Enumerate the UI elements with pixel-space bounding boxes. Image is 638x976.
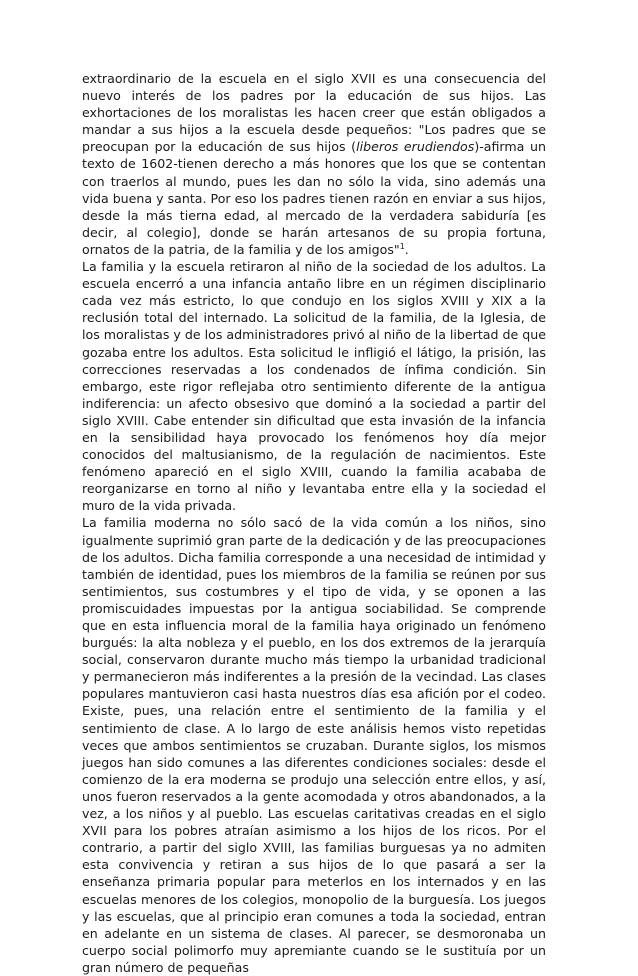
paragraph-1-text-c: .: [404, 241, 409, 257]
paragraph-2: [82, 258, 546, 514]
document-page: [82, 70, 546, 976]
latin-phrase: liberos erudiendos: [356, 139, 475, 155]
paragraph-1-text-a: extraordinario de la escuela en el siglo XVII es una consecuencia del nuevo interés de los padres por la educación de sus hijos. Las exhortaciones de los moralistas les hacen creer que están obligados a mandar a sus hijos a la escuela desde pequeños: "Los padres que se preocupan por la educación de sus hijos (: [82, 71, 546, 155]
paragraph-1-text-b: )-afirma un texto de 1602-tienen derecho a más honores que los que se contentan con traerlos al mundo, pues les dan no sólo la vida, sino además una vida buena y santa. Por eso los padres tienen razón en enviar a sus hijos, desde la más tierna edad, al mercado de la verdadera sabiduría [es decir, al colegio], donde se harán artesanos de su propia fortuna, ornatos de la patria, de la familia y de los amigos": [82, 139, 546, 257]
paragraph-2-text: La familia y la escuela retiraron al niño de la sociedad de los adultos. La escuela encerró a una infancia antaño libre en un régimen disciplinario cada vez más estricto, lo que condujo en los siglos XVIII y XIX a la reclusión total del internado. La solicitud de la familia, de la Iglesia, de los moralistas y de los administradores privó al niño de la libertad de que gozaba entre los adultos. Esta solicitud le infligió el látigo, la prisión, las correcciones reservadas a los condenados de ínfima condición. Sin embargo, este rigor reflejaba otro sentimiento diferente de la antigua indiferencia: un afecto obsesivo que dominó a la sociedad a partir del siglo XVIII. Cabe entender sin dificultad que esta invasión de la infancia en la sensibilidad haya provocado los fenómenos hoy día mejor conocidos del maltusianismo, de la regulación de nacimientos. Este fenómeno apareció en el siglo XVIII, cuando la familia acababa de reorganizarse en torno al niño y levantaba entre ella y la sociedad el muro de la vida privada.: [82, 259, 546, 514]
paragraph-3: [82, 514, 546, 976]
paragraph-3-text: La familia moderna no sólo sacó de la vida común a los niños, sino igualmente suprimió gran parte de la dedicación y de las preocupaciones de los adultos. Dicha familia corresponde a una necesidad de intimidad y también de identidad, pues los miembros de la familia se reúnen por sus sentimientos, sus costumbres y el tipo de vida, y se oponen a las promiscuidades impuestas por la antigua sociabilidad. Se comprende que en esta influencia moral de la familia haya originado un fenómeno burgués: la alta nobleza y el pueblo, en los dos extremos de la jerarquía social, conservaron durante mucho más tiempo la urbanidad tradicional y permanecieron más indiferentes a la presión de la vecindad. Las clases populares mantuvieron casi hasta nuestros días esa afición por el codeo. Existe, pues, una relación entre el sentimiento de la familia y el sentimiento de clase. A lo largo de este análisis hemos visto repetidas veces que ambos sentimientos se cruzaban. Durante siglos, los mismos juegos han sido comunes a las diferentes condiciones sociales: desde el comienzo de la era moderna se produjo una selección entre ellos, y así, unos fueron reservados a la gente acomodada y otros abandonados, a la vez, a los niños y al pueblo. Las escuelas caritativas creadas en el siglo XVII para los pobres atraían asimismo a los hijos de los ricos. Por el contrario, a partir del siglo XVIII, las familias burguesas ya no admiten esta convivencia y retiran a sus hijos de lo que pasará a ser la enseñanza primaria popular para meterlos en los internados y en las escuelas menores de los colegios, monopolio de la burguesía. Los juegos y las escuelas, que al principio eran comunes a toda la sociedad, entran en adelante en un sistema de clases. Al parecer, se desmoronaba un cuerpo social polimorfo muy apremiante cuando se le sustituía por un gran número de pequeñas: [82, 515, 546, 975]
paragraph-1: [82, 70, 546, 258]
footnote-marker[interactable]: 1: [399, 241, 405, 251]
